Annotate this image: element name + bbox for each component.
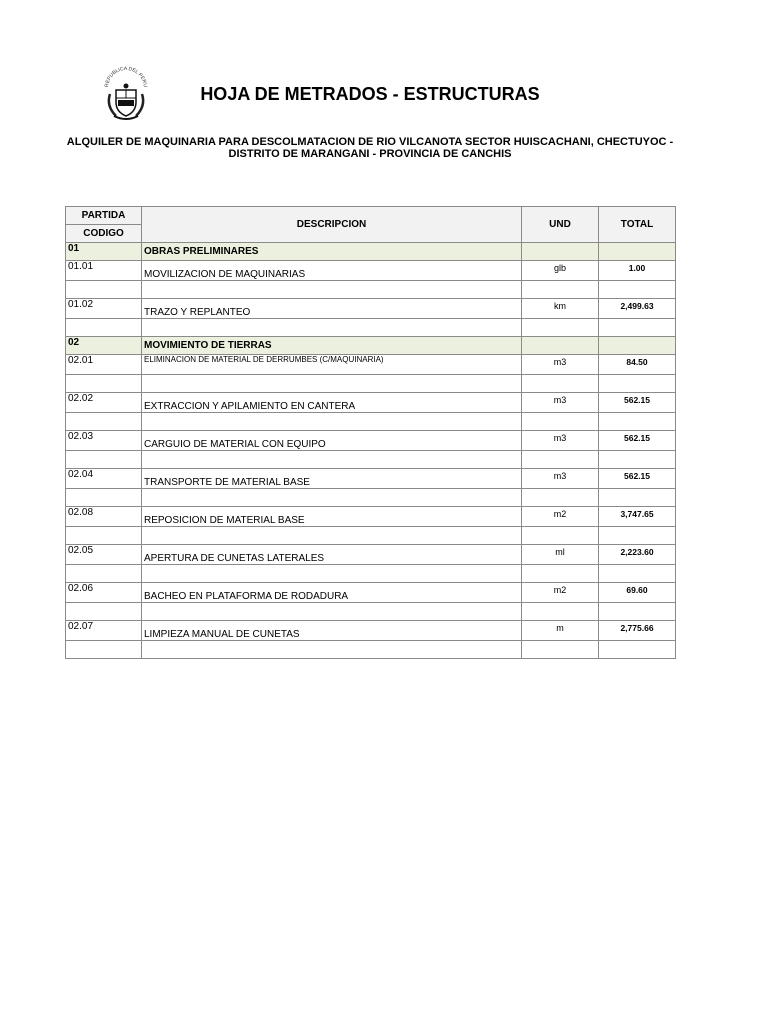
- table-header-row: [66, 207, 676, 225]
- document-title: HOJA DE METRADOS - ESTRUCTURAS: [200, 84, 540, 104]
- spacer-row: [66, 641, 676, 659]
- item-description: ELIMINACION DE MATERIAL DE DERRUMBES (C/MAQUINARIA): [142, 355, 522, 375]
- coat-of-arms-seal: [98, 66, 154, 122]
- item-unit: m3: [522, 355, 599, 375]
- group-total-cell: [599, 337, 676, 355]
- empty-cell: [599, 281, 676, 299]
- empty-cell: [66, 319, 142, 337]
- item-description: MOVILIZACION DE MAQUINARIAS: [142, 261, 522, 281]
- spacer-row: [66, 375, 676, 393]
- item-unit: m3: [522, 393, 599, 413]
- table-row: [66, 469, 676, 489]
- spacer-row: [66, 281, 676, 299]
- table-row: [66, 545, 676, 565]
- item-total: 2,775.66: [599, 621, 676, 641]
- table-row: [66, 507, 676, 527]
- item-total: 1.00: [599, 261, 676, 281]
- empty-cell: [142, 319, 522, 337]
- empty-cell: [142, 451, 522, 469]
- empty-cell: [522, 319, 599, 337]
- empty-cell: [66, 527, 142, 545]
- group-name: MOVIMIENTO DE TIERRAS: [142, 337, 522, 355]
- item-total: 2,223.60: [599, 545, 676, 565]
- empty-cell: [599, 565, 676, 583]
- header-descripcion: DESCRIPCION: [142, 207, 522, 243]
- seal-text: REPUBLICA DEL PERU: [103, 66, 149, 88]
- empty-cell: [142, 603, 522, 621]
- item-description: REPOSICION DE MATERIAL BASE: [142, 507, 522, 527]
- item-unit: m2: [522, 507, 599, 527]
- item-total: 2,499.63: [599, 299, 676, 319]
- item-code: 02.06: [66, 583, 142, 603]
- item-unit: ml: [522, 545, 599, 565]
- item-code: 02.07: [66, 621, 142, 641]
- spacer-row: [66, 413, 676, 431]
- spacer-row: [66, 489, 676, 507]
- item-code: 01.02: [66, 299, 142, 319]
- table-row: [66, 621, 676, 641]
- group-name: OBRAS PRELIMINARES: [142, 243, 522, 261]
- empty-cell: [522, 281, 599, 299]
- item-description: APERTURA DE CUNETAS LATERALES: [142, 545, 522, 565]
- subtitle-line-2: DISTRITO DE MARANGANI - PROVINCIA DE CANCHIS: [228, 148, 512, 160]
- spacer-row: [66, 565, 676, 583]
- item-description: CARGUIO DE MATERIAL CON EQUIPO: [142, 431, 522, 451]
- spacer-row: [66, 451, 676, 469]
- item-unit: m3: [522, 431, 599, 451]
- spacer-row: [66, 603, 676, 621]
- empty-cell: [66, 413, 142, 431]
- project-subtitle: [60, 136, 680, 160]
- spacer-row: [66, 319, 676, 337]
- empty-cell: [142, 527, 522, 545]
- spacer-row: [66, 527, 676, 545]
- item-total: 562.15: [599, 393, 676, 413]
- item-description: TRAZO Y REPLANTEO: [142, 299, 522, 319]
- empty-cell: [522, 413, 599, 431]
- empty-cell: [66, 451, 142, 469]
- item-description: BACHEO EN PLATAFORMA DE RODADURA: [142, 583, 522, 603]
- empty-cell: [522, 641, 599, 659]
- group-unit-cell: [522, 337, 599, 355]
- item-code: 01.01: [66, 261, 142, 281]
- header-und: UND: [522, 207, 599, 243]
- item-code: 02.02: [66, 393, 142, 413]
- table-row: [66, 583, 676, 603]
- item-code: 02.05: [66, 545, 142, 565]
- empty-cell: [599, 319, 676, 337]
- group-total-cell: [599, 243, 676, 261]
- empty-cell: [599, 489, 676, 507]
- item-description: TRANSPORTE DE MATERIAL BASE: [142, 469, 522, 489]
- empty-cell: [142, 375, 522, 393]
- header-codigo: CODIGO: [66, 225, 142, 243]
- group-code: 01: [66, 243, 142, 261]
- empty-cell: [599, 451, 676, 469]
- empty-cell: [522, 375, 599, 393]
- empty-cell: [142, 489, 522, 507]
- item-total: 69.60: [599, 583, 676, 603]
- table-row: [66, 261, 676, 281]
- empty-cell: [599, 641, 676, 659]
- item-unit: m3: [522, 469, 599, 489]
- subtitle-line-1: ALQUILER DE MAQUINARIA PARA DESCOLMATACION DE RIO VILCANOTA SECTOR HUISCACHANI, CHECTUYOC -: [66, 136, 674, 148]
- empty-cell: [142, 413, 522, 431]
- empty-cell: [142, 281, 522, 299]
- table-row: [66, 431, 676, 451]
- empty-cell: [142, 641, 522, 659]
- header-partida: PARTIDA: [66, 207, 142, 225]
- empty-cell: [599, 527, 676, 545]
- item-code: 02.01: [66, 355, 142, 375]
- table-row: [66, 355, 676, 375]
- empty-cell: [66, 641, 142, 659]
- group-row: [66, 337, 676, 355]
- metrados-table: [65, 206, 676, 659]
- empty-cell: [522, 603, 599, 621]
- empty-cell: [599, 603, 676, 621]
- item-unit: glb: [522, 261, 599, 281]
- item-total: 562.15: [599, 469, 676, 489]
- empty-cell: [599, 375, 676, 393]
- item-description: EXTRACCION Y APILAMIENTO EN CANTERA: [142, 393, 522, 413]
- empty-cell: [66, 565, 142, 583]
- header-total: TOTAL: [599, 207, 676, 243]
- empty-cell: [66, 281, 142, 299]
- item-code: 02.03: [66, 431, 142, 451]
- item-unit: km: [522, 299, 599, 319]
- table-row: [66, 299, 676, 319]
- table-row: [66, 393, 676, 413]
- empty-cell: [142, 565, 522, 583]
- empty-cell: [66, 375, 142, 393]
- group-unit-cell: [522, 243, 599, 261]
- empty-cell: [522, 489, 599, 507]
- empty-cell: [522, 527, 599, 545]
- item-description: LIMPIEZA MANUAL DE CUNETAS: [142, 621, 522, 641]
- empty-cell: [522, 565, 599, 583]
- group-row: [66, 243, 676, 261]
- empty-cell: [599, 413, 676, 431]
- empty-cell: [66, 489, 142, 507]
- item-unit: m2: [522, 583, 599, 603]
- item-code: 02.04: [66, 469, 142, 489]
- item-total: 84.50: [599, 355, 676, 375]
- item-unit: m: [522, 621, 599, 641]
- empty-cell: [522, 451, 599, 469]
- group-code: 02: [66, 337, 142, 355]
- item-total: 562.15: [599, 431, 676, 451]
- empty-cell: [66, 603, 142, 621]
- item-code: 02.08: [66, 507, 142, 527]
- item-total: 3,747.65: [599, 507, 676, 527]
